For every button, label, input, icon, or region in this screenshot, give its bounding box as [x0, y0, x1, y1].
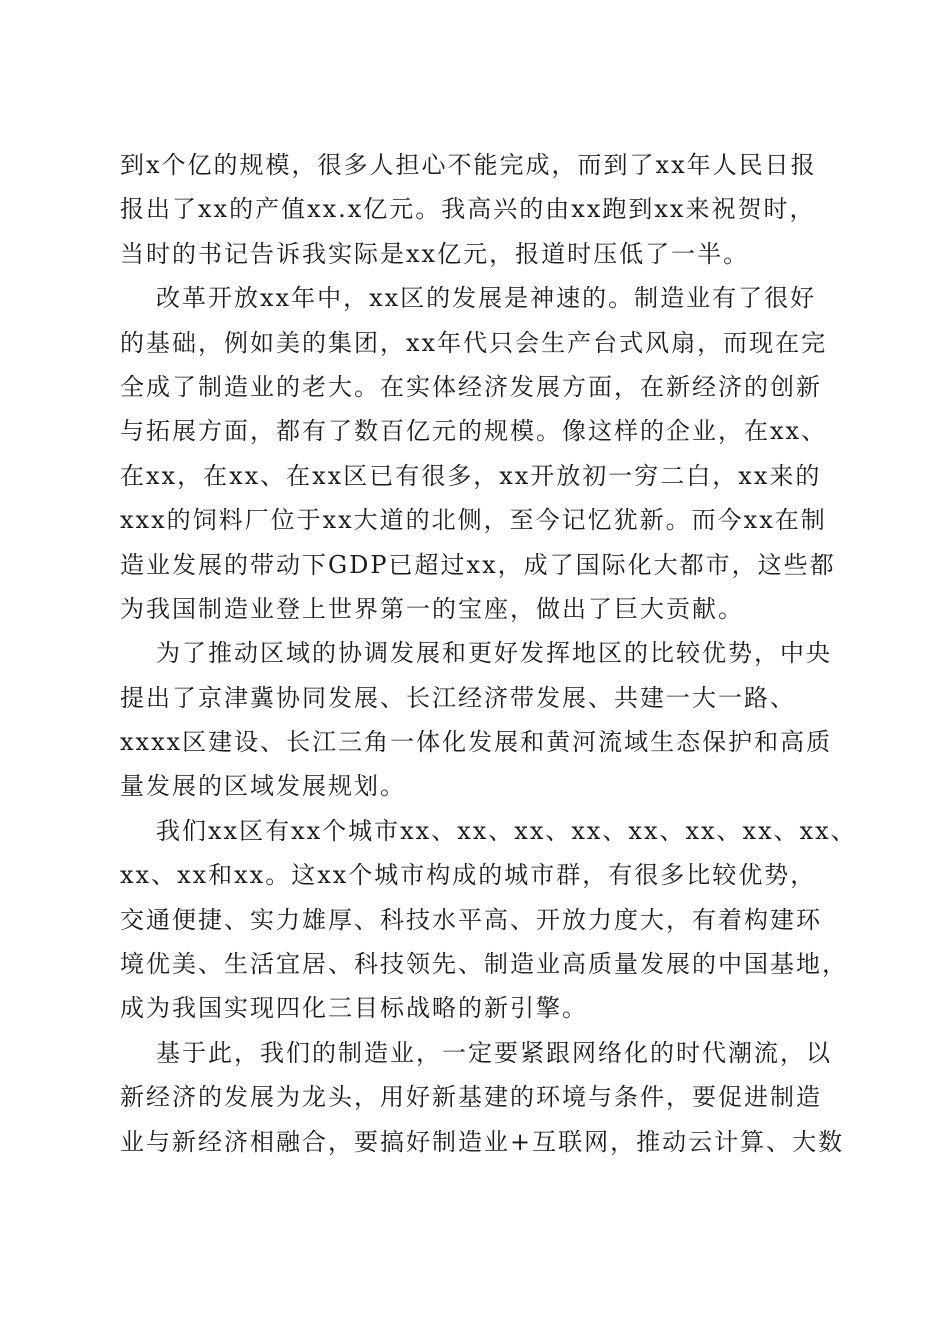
text-line: xxxx区建设、长江三角一体化发展和黄河流域生态保护和高质: [120, 728, 833, 757]
paragraph-city-cluster: [120, 809, 857, 1031]
text-line: 提出了京津冀协同发展、长江经济带发展、共建一大一路、: [120, 683, 796, 712]
text-line: 报出了xx的产值xx.x亿元。我高兴的由xx跑到xx来祝贺时，: [120, 195, 816, 224]
text-line: 到x个亿的规模，很多人担心不能完成，而到了xx年人民日报: [120, 151, 817, 179]
text-line: 在xx，在xx、在xx区已有很多，xx开放初一穷二白，xx来的: [120, 461, 822, 490]
text-line: 交通便捷、实力雄厚、科技水平高、开放力度大，有着构建环: [120, 905, 822, 934]
text-line: 境优美、生活宜居、科技领先、制造业高质量发展的中国基地，: [120, 950, 848, 979]
text-line: 成为我国实现四化三目标战略的新引擎。: [120, 994, 588, 1023]
paragraph-manufacturing: [120, 1031, 845, 1164]
text-line: 全成了制造业的老大。在实体经济发展方面，在新经济的创新: [120, 372, 822, 401]
paragraph-continuation: [120, 143, 828, 276]
text-line: 为我国制造业登上世界第一的宝座，做出了巨大贡献。: [120, 594, 744, 623]
text-line: 改革开放xx年中，xx区的发展是神速的。制造业有了很好: [156, 284, 817, 313]
text-line: 新经济的发展为龙头，用好新基建的环境与条件，要促进制造: [120, 1083, 822, 1112]
text-line: xx、xx和xx。这xx个城市构成的城市群，有很多比较优势，: [120, 861, 817, 890]
text-line: 为了推动区域的协调发展和更好发挥地区的比较优势，中央: [156, 639, 832, 668]
text-line: 基于此，我们的制造业，一定要紧跟网络化的时代潮流，以: [156, 1038, 832, 1067]
text-line: 造业发展的带动下GDP已超过xx，成了国际化大都市，这些都: [120, 550, 836, 579]
text-line: 我们xx区有xx个城市xx、xx、xx、xx、xx、xx、xx、xx、: [156, 816, 857, 845]
text-line: 当时的书记告诉我实际是xx亿元，报道时压低了一半。: [120, 239, 750, 268]
text-line: 业与新经济相融合，要搞好制造业+互联网，推动云计算、大数: [120, 1127, 845, 1156]
body-text: [120, 143, 857, 1164]
paragraph-regional-development: [120, 631, 833, 809]
paragraph-reform: [120, 276, 836, 631]
text-line: xxx的饲料厂位于xx大道的北侧，至今记忆犹新。而今xx在制: [120, 506, 827, 535]
text-line: 的基础，例如美的集团，xx年代只会生产台式风扇，而现在完: [120, 328, 828, 357]
text-line: 量发展的区域发展规划。: [120, 772, 406, 801]
text-line: 与拓展方面，都有了数百亿元的规模。像这样的企业，在xx、: [120, 417, 828, 446]
